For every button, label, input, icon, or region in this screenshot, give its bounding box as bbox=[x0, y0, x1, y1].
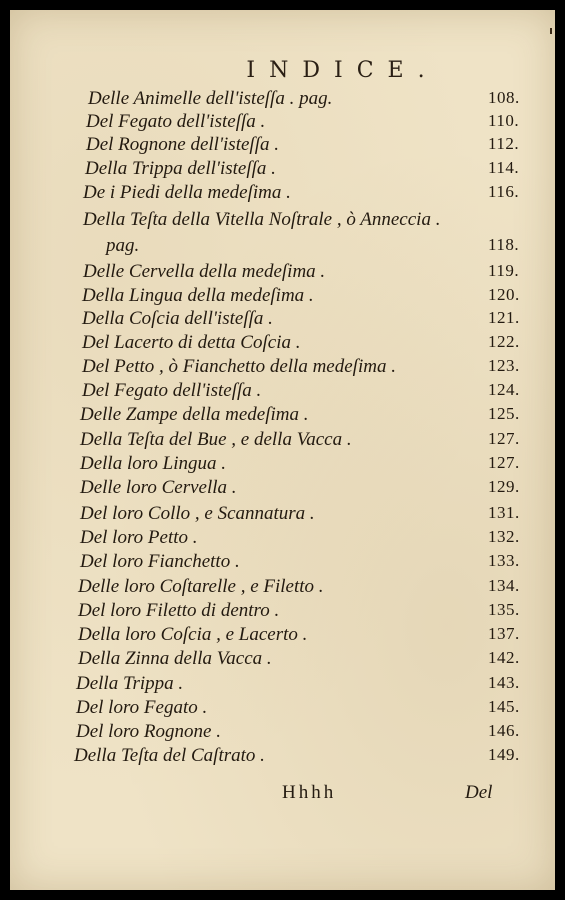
entry-page: 127. bbox=[488, 429, 520, 448]
entry-text: Delle Animelle dell'isteſſa . pag. bbox=[88, 88, 333, 109]
entry-page: 146. bbox=[488, 721, 520, 740]
entry-page: 143. bbox=[488, 673, 520, 692]
entry-text: Del loro Filetto di dentro . bbox=[78, 600, 280, 621]
entry-text: Del Petto , ò Fianchetto della medeſima . bbox=[82, 356, 396, 377]
entry-text: Del Fegato dell'isteſſa . bbox=[86, 111, 266, 132]
entry-page: 149. bbox=[488, 745, 520, 764]
entry-text: Del Rognone dell'isteſſa . bbox=[86, 134, 279, 155]
index-entry bbox=[10, 182, 555, 206]
entry-text: Delle Cervella della medeſima . bbox=[83, 261, 326, 282]
entry-page: 131. bbox=[488, 503, 520, 522]
entry-page: 114. bbox=[488, 158, 520, 177]
entry-page: 118. bbox=[488, 235, 520, 254]
entry-page: 135. bbox=[488, 600, 520, 619]
entry-text: Della Teſta del Bue , e della Vacca . bbox=[80, 429, 352, 450]
index-entry bbox=[10, 551, 555, 575]
entry-text: pag. bbox=[106, 235, 140, 256]
index-entry bbox=[10, 235, 555, 259]
index-entry bbox=[10, 429, 555, 453]
index-entry bbox=[10, 380, 555, 404]
entry-text: Del loro Rognone . bbox=[76, 721, 221, 742]
entry-page: 142. bbox=[488, 648, 520, 667]
index-entry bbox=[10, 745, 555, 769]
entry-text: Della Teſta della Vitella Noſtrale , ò Anneccia . bbox=[83, 209, 441, 230]
page-mark bbox=[550, 28, 552, 34]
entry-page: 127. bbox=[488, 453, 520, 472]
index-entry bbox=[10, 111, 555, 135]
index-entry bbox=[10, 88, 555, 112]
entry-text: Delle Zampe della medeſima . bbox=[80, 404, 309, 425]
entry-page: 134. bbox=[488, 576, 520, 595]
index-entry bbox=[10, 624, 555, 648]
entry-text: Del loro Petto . bbox=[80, 527, 198, 548]
entry-text: Della Zinna della Vacca . bbox=[78, 648, 272, 669]
index-entry bbox=[10, 332, 555, 356]
index-entry bbox=[10, 673, 555, 697]
entry-page: 137. bbox=[488, 624, 520, 643]
entry-page: 123. bbox=[488, 356, 520, 375]
index-entry bbox=[10, 134, 555, 158]
entry-text: Della Trippa . bbox=[76, 673, 184, 694]
page-title-text: INDICE. bbox=[246, 58, 439, 83]
page-title bbox=[10, 58, 555, 83]
entry-page: 145. bbox=[488, 697, 520, 716]
entry-text: Della loro Lingua . bbox=[80, 453, 227, 474]
entry-page: 129. bbox=[488, 477, 520, 496]
index-entry bbox=[10, 527, 555, 551]
entry-page: 121. bbox=[488, 308, 520, 327]
signature-mark: Hhhh bbox=[282, 782, 337, 803]
entry-page: 133. bbox=[488, 551, 520, 570]
entry-page: 112. bbox=[488, 134, 520, 153]
entry-page: 108. bbox=[488, 88, 520, 107]
entry-text: Del loro Fegato . bbox=[76, 697, 208, 718]
index-entry bbox=[10, 600, 555, 624]
index-entry bbox=[10, 697, 555, 721]
entry-page: 119. bbox=[488, 261, 520, 280]
index-entry bbox=[10, 648, 555, 672]
entry-page: 116. bbox=[488, 182, 520, 201]
index-entry bbox=[10, 576, 555, 600]
index-entry bbox=[10, 453, 555, 477]
index-entry bbox=[10, 261, 555, 285]
index-entry bbox=[10, 721, 555, 745]
index-entry bbox=[10, 404, 555, 428]
entry-text: Della loro Coſcia , e Lacerto . bbox=[78, 624, 308, 645]
entry-text: Delle loro Cervella . bbox=[80, 477, 237, 498]
index-entry bbox=[10, 209, 555, 233]
entry-text: Del loro Fianchetto . bbox=[80, 551, 240, 572]
entry-text: Del Fegato dell'isteſſa . bbox=[82, 380, 262, 401]
index-entry bbox=[10, 356, 555, 380]
entry-page: 132. bbox=[488, 527, 520, 546]
index-entry bbox=[10, 503, 555, 527]
index-entry bbox=[10, 308, 555, 332]
entry-text: De i Piedi della medeſima . bbox=[83, 182, 291, 203]
entry-text: Della Coſcia dell'isteſſa . bbox=[82, 308, 273, 329]
entry-text: Della Trippa dell'isteſſa . bbox=[85, 158, 276, 179]
book-page bbox=[10, 10, 555, 890]
entry-text: Delle loro Coſtarelle , e Filetto . bbox=[78, 576, 324, 597]
index-entry bbox=[10, 285, 555, 309]
entry-text: Del Lacerto di detta Coſcia . bbox=[82, 332, 301, 353]
entry-text: Della Teſta del Caſtrato . bbox=[74, 745, 265, 766]
index-entry bbox=[10, 158, 555, 182]
entry-text: Della Lingua della medeſima . bbox=[82, 285, 314, 306]
entry-page: 120. bbox=[488, 285, 520, 304]
index-entry bbox=[10, 477, 555, 501]
entry-page: 125. bbox=[488, 404, 520, 423]
entry-page: 110. bbox=[488, 111, 520, 130]
entry-page: 124. bbox=[488, 380, 520, 399]
entry-text: Del loro Collo , e Scannatura . bbox=[80, 503, 315, 524]
catchword: Del bbox=[465, 782, 493, 803]
entry-page: 122. bbox=[488, 332, 520, 351]
